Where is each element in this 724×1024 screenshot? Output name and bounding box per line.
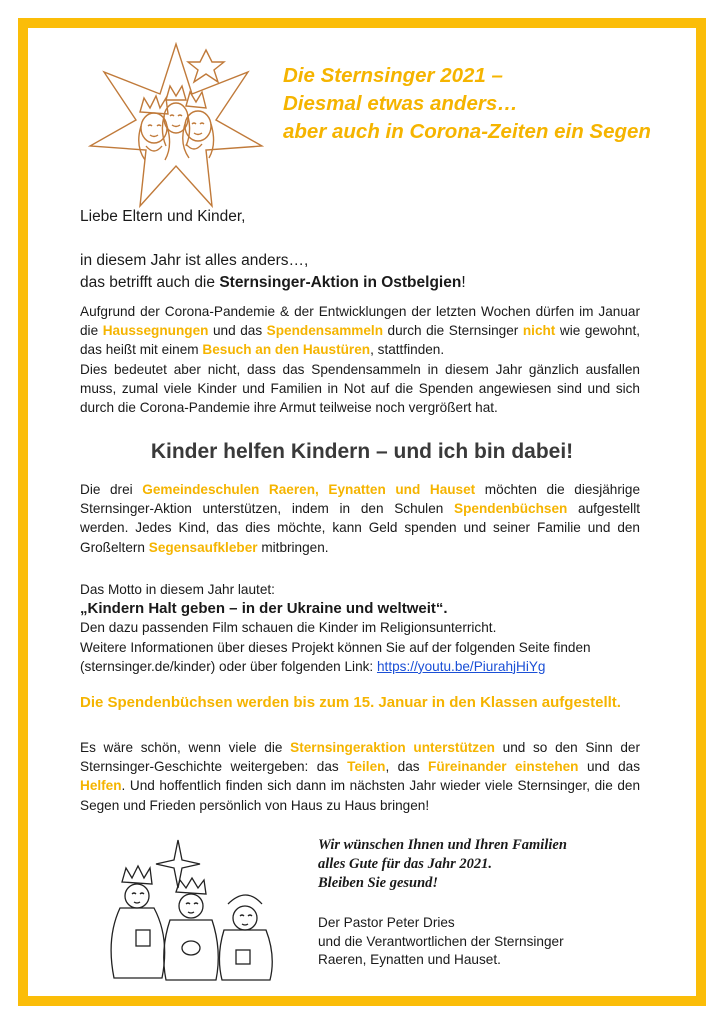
text: mitbringen. [257, 539, 329, 555]
highlight-fuereinander: Füreinander einstehen [428, 759, 579, 775]
section-title: Kinder helfen Kindern – und ich bin dabei! [150, 440, 574, 463]
youtube-link[interactable]: https://youtu.be/PiurahjHiYg [376, 658, 546, 674]
highlight-sternsingeraktion: Sternsingeraktion unterstützen [290, 740, 495, 755]
motto-block [80, 580, 640, 676]
text: , das [385, 759, 429, 775]
text: und das [578, 759, 640, 775]
wishes [318, 836, 567, 893]
intro-end: ! [461, 274, 466, 291]
motto-info [80, 638, 640, 676]
motto-quote-text: „Kindern Halt geben – in der Ukraine und weltweit“ [80, 600, 444, 618]
motto-intro: Das Motto in diesem Jahr lautet: [80, 582, 275, 597]
sternsinger-star-logo [88, 42, 264, 210]
three-kings-illustration [100, 838, 290, 988]
highlight-segensaufkleber: Segensaufkleber [148, 539, 258, 555]
intro [80, 250, 640, 294]
text: Es wäre schön, wenn viele die [80, 740, 291, 755]
highlight-helfen: Helfen [80, 778, 122, 794]
text: Dies bedeutet aber nicht, dass das Spendensammeln in diesem Jahr gänzlich ausfallen muss, zumal viele Kinder und Familien in Not auf die Spenden angewiesen sind und sich durch die Corona-Pandemie ihre Armut teilweise noch vergrößert hat. [80, 361, 640, 416]
highlight-nicht: nicht [522, 323, 556, 339]
intro-line-1: in diesem Jahr ist alles anders…, [80, 252, 309, 269]
wishes-line-1: Wir wünschen Ihnen und Ihren Familien [318, 837, 567, 853]
text: und das [208, 323, 267, 339]
headline-line-3: aber auch in Corona-Zeiten ein Segen [283, 120, 651, 143]
intro-highlight: Sternsinger-Aktion in Ostbelgien [219, 274, 462, 291]
text: möchten die diesjährige Sternsinger-Aktion unterstützen, indem in den Schulen [80, 482, 641, 517]
text: aufgestellt werden. Jedes Kind, das dies möchte, kann Geld spenden und seiner Familie und den Großeltern [80, 501, 640, 555]
signature-line-2: und die Verantwortlichen der Sternsinger [318, 933, 564, 949]
highlight-spendenbuechsen: Spendenbüchsen [454, 501, 568, 517]
paragraph-corona [80, 302, 640, 417]
text: Die drei [80, 482, 143, 497]
signature [318, 914, 564, 970]
paragraph-schools [80, 480, 640, 557]
motto-quote [80, 599, 640, 618]
wishes-line-2: alles Gute für das Jahr 2021. [318, 856, 493, 872]
collection-notice: Die Spendenbüchsen werden bis zum 15. Januar in den Klassen aufgestellt. [80, 694, 621, 711]
text: durch die Sternsinger [383, 323, 523, 339]
text: und so den Sinn der Sternsinger-Geschichte weitergeben: das [80, 740, 640, 775]
paragraph-closing [80, 738, 640, 815]
highlight-spendensammeln: Spendensammeln [266, 323, 384, 339]
highlight-teilen: Teilen [347, 759, 386, 775]
text: Weitere Informationen über dieses Projekt können Sie auf der folgenden Seite finden (sternsinger.de/kinder) oder über folgenden Link: [80, 639, 591, 674]
text: . Und hoffentlich finden sich dann im nächsten Jahr wieder viele Sternsinger, die den Segen und Frieden persönlich von Haus zu Haus bringen! [80, 778, 640, 813]
signature-line-1: Der Pastor Peter Dries [318, 915, 455, 930]
motto-film: Den dazu passenden Film schauen die Kinder im Religionsunterricht. [80, 620, 497, 636]
motto-quote-end: . [443, 600, 448, 618]
headline-line-1: Die Sternsinger 2021 – [283, 64, 503, 87]
highlight-haussegnungen: Haussegnungen [102, 323, 209, 339]
greeting: Liebe Eltern und Kinder, [80, 208, 246, 225]
intro-text: das betrifft auch die [80, 274, 220, 291]
highlight-schools: Gemeindeschulen Raeren, Eynatten und Hauset [142, 482, 476, 497]
text: wie gewohnt, das heißt mit einem [80, 323, 640, 358]
intro-line-2 [80, 272, 640, 294]
headline-line-2: Diesmal etwas anders… [283, 92, 518, 115]
text: Aufgrund der Corona-Pandemie & der Entwicklungen der letzten Wochen dürfen im Januar die [80, 304, 640, 339]
signature-line-3: Raeren, Eynatten und Hauset. [318, 952, 501, 967]
highlight-besuch: Besuch an den Haustüren [202, 342, 371, 358]
wishes-line-3: Bleiben Sie gesund! [318, 875, 439, 891]
text: , stattfinden. [370, 342, 445, 358]
headline [283, 62, 683, 146]
